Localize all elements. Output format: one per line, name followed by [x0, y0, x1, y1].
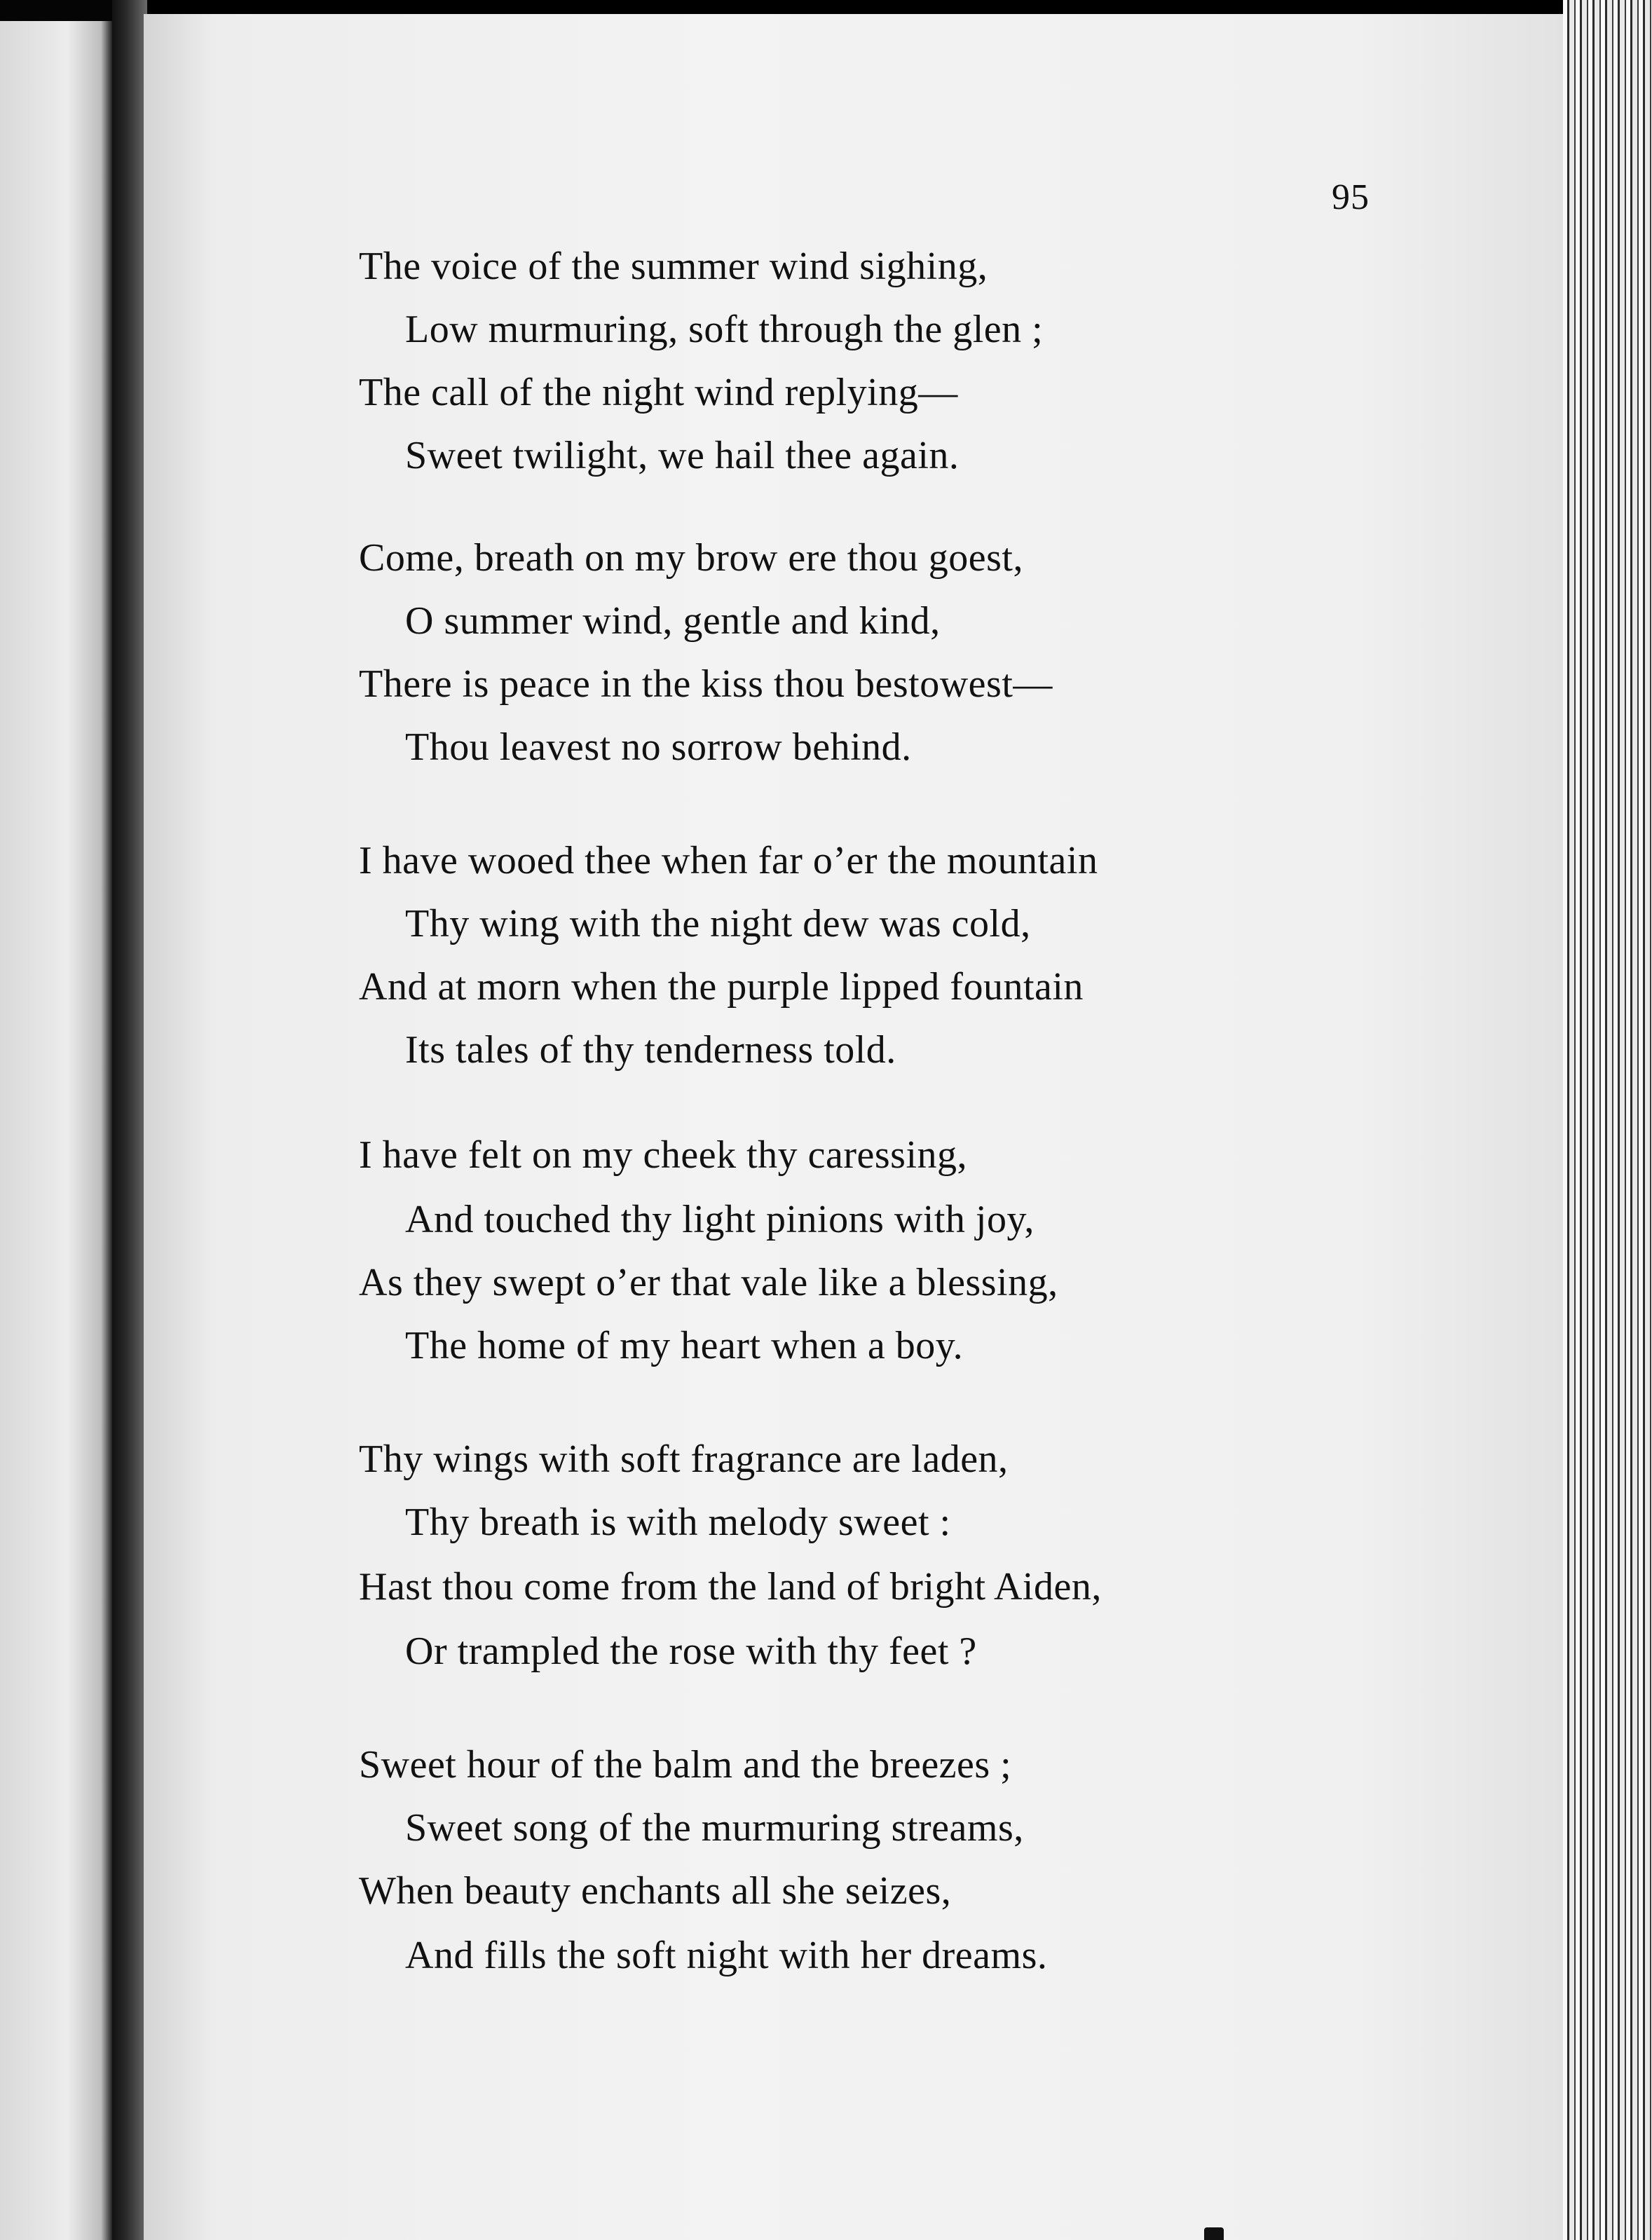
poem-line: Come, breath on my brow ere thou goest,: [359, 536, 1023, 580]
poem-line: And at morn when the purple lipped fountain: [359, 965, 1084, 1009]
poem-line: O summer wind, gentle and kind,: [405, 599, 941, 643]
poem-line: The home of my heart when a boy.: [405, 1324, 964, 1367]
poem-line: Sweet hour of the balm and the breezes ;: [359, 1743, 1012, 1787]
poem-line: Thy wings with soft fragrance are laden,: [359, 1437, 1009, 1481]
poem-line: Its tales of thy tenderness told.: [405, 1028, 896, 1072]
poem-line: Sweet twilight, we hail thee again.: [405, 434, 960, 477]
poem-line: Low murmuring, soft through the glen ;: [405, 308, 1044, 351]
poem-line: There is peace in the kiss thou bestowest—: [359, 662, 1053, 706]
poem-line: And fills the soft night with her dreams.: [405, 1934, 1048, 1977]
poem-line: Sweet song of the murmuring streams,: [405, 1806, 1024, 1850]
poem-line: Thy wing with the night dew was cold,: [405, 902, 1031, 945]
poem-line: Thy breath is with melody sweet :: [405, 1501, 951, 1544]
poem-line: Hast thou come from the land of bright Aiden,: [359, 1565, 1102, 1609]
poem-line: I have felt on my cheek thy caressing,: [359, 1133, 968, 1177]
poem-line: And touched thy light pinions with joy,: [405, 1198, 1035, 1241]
poem-line: As they swept o’er that vale like a blessing,: [359, 1261, 1058, 1304]
page-number: 95: [1332, 177, 1370, 217]
poem-line: Or trampled the rose with thy feet ?: [405, 1630, 977, 1673]
page-bottom-mark: [1204, 2227, 1224, 2240]
poem-line: The voice of the summer wind sighing,: [359, 245, 988, 288]
poem-line: The call of the night wind replying—: [359, 371, 958, 414]
poem-line: Thou leavest no sorrow behind.: [405, 725, 912, 769]
poem-line: When beauty enchants all she seizes,: [359, 1869, 952, 1913]
poem-line: I have wooed thee when far o’er the mountain: [359, 839, 1098, 882]
